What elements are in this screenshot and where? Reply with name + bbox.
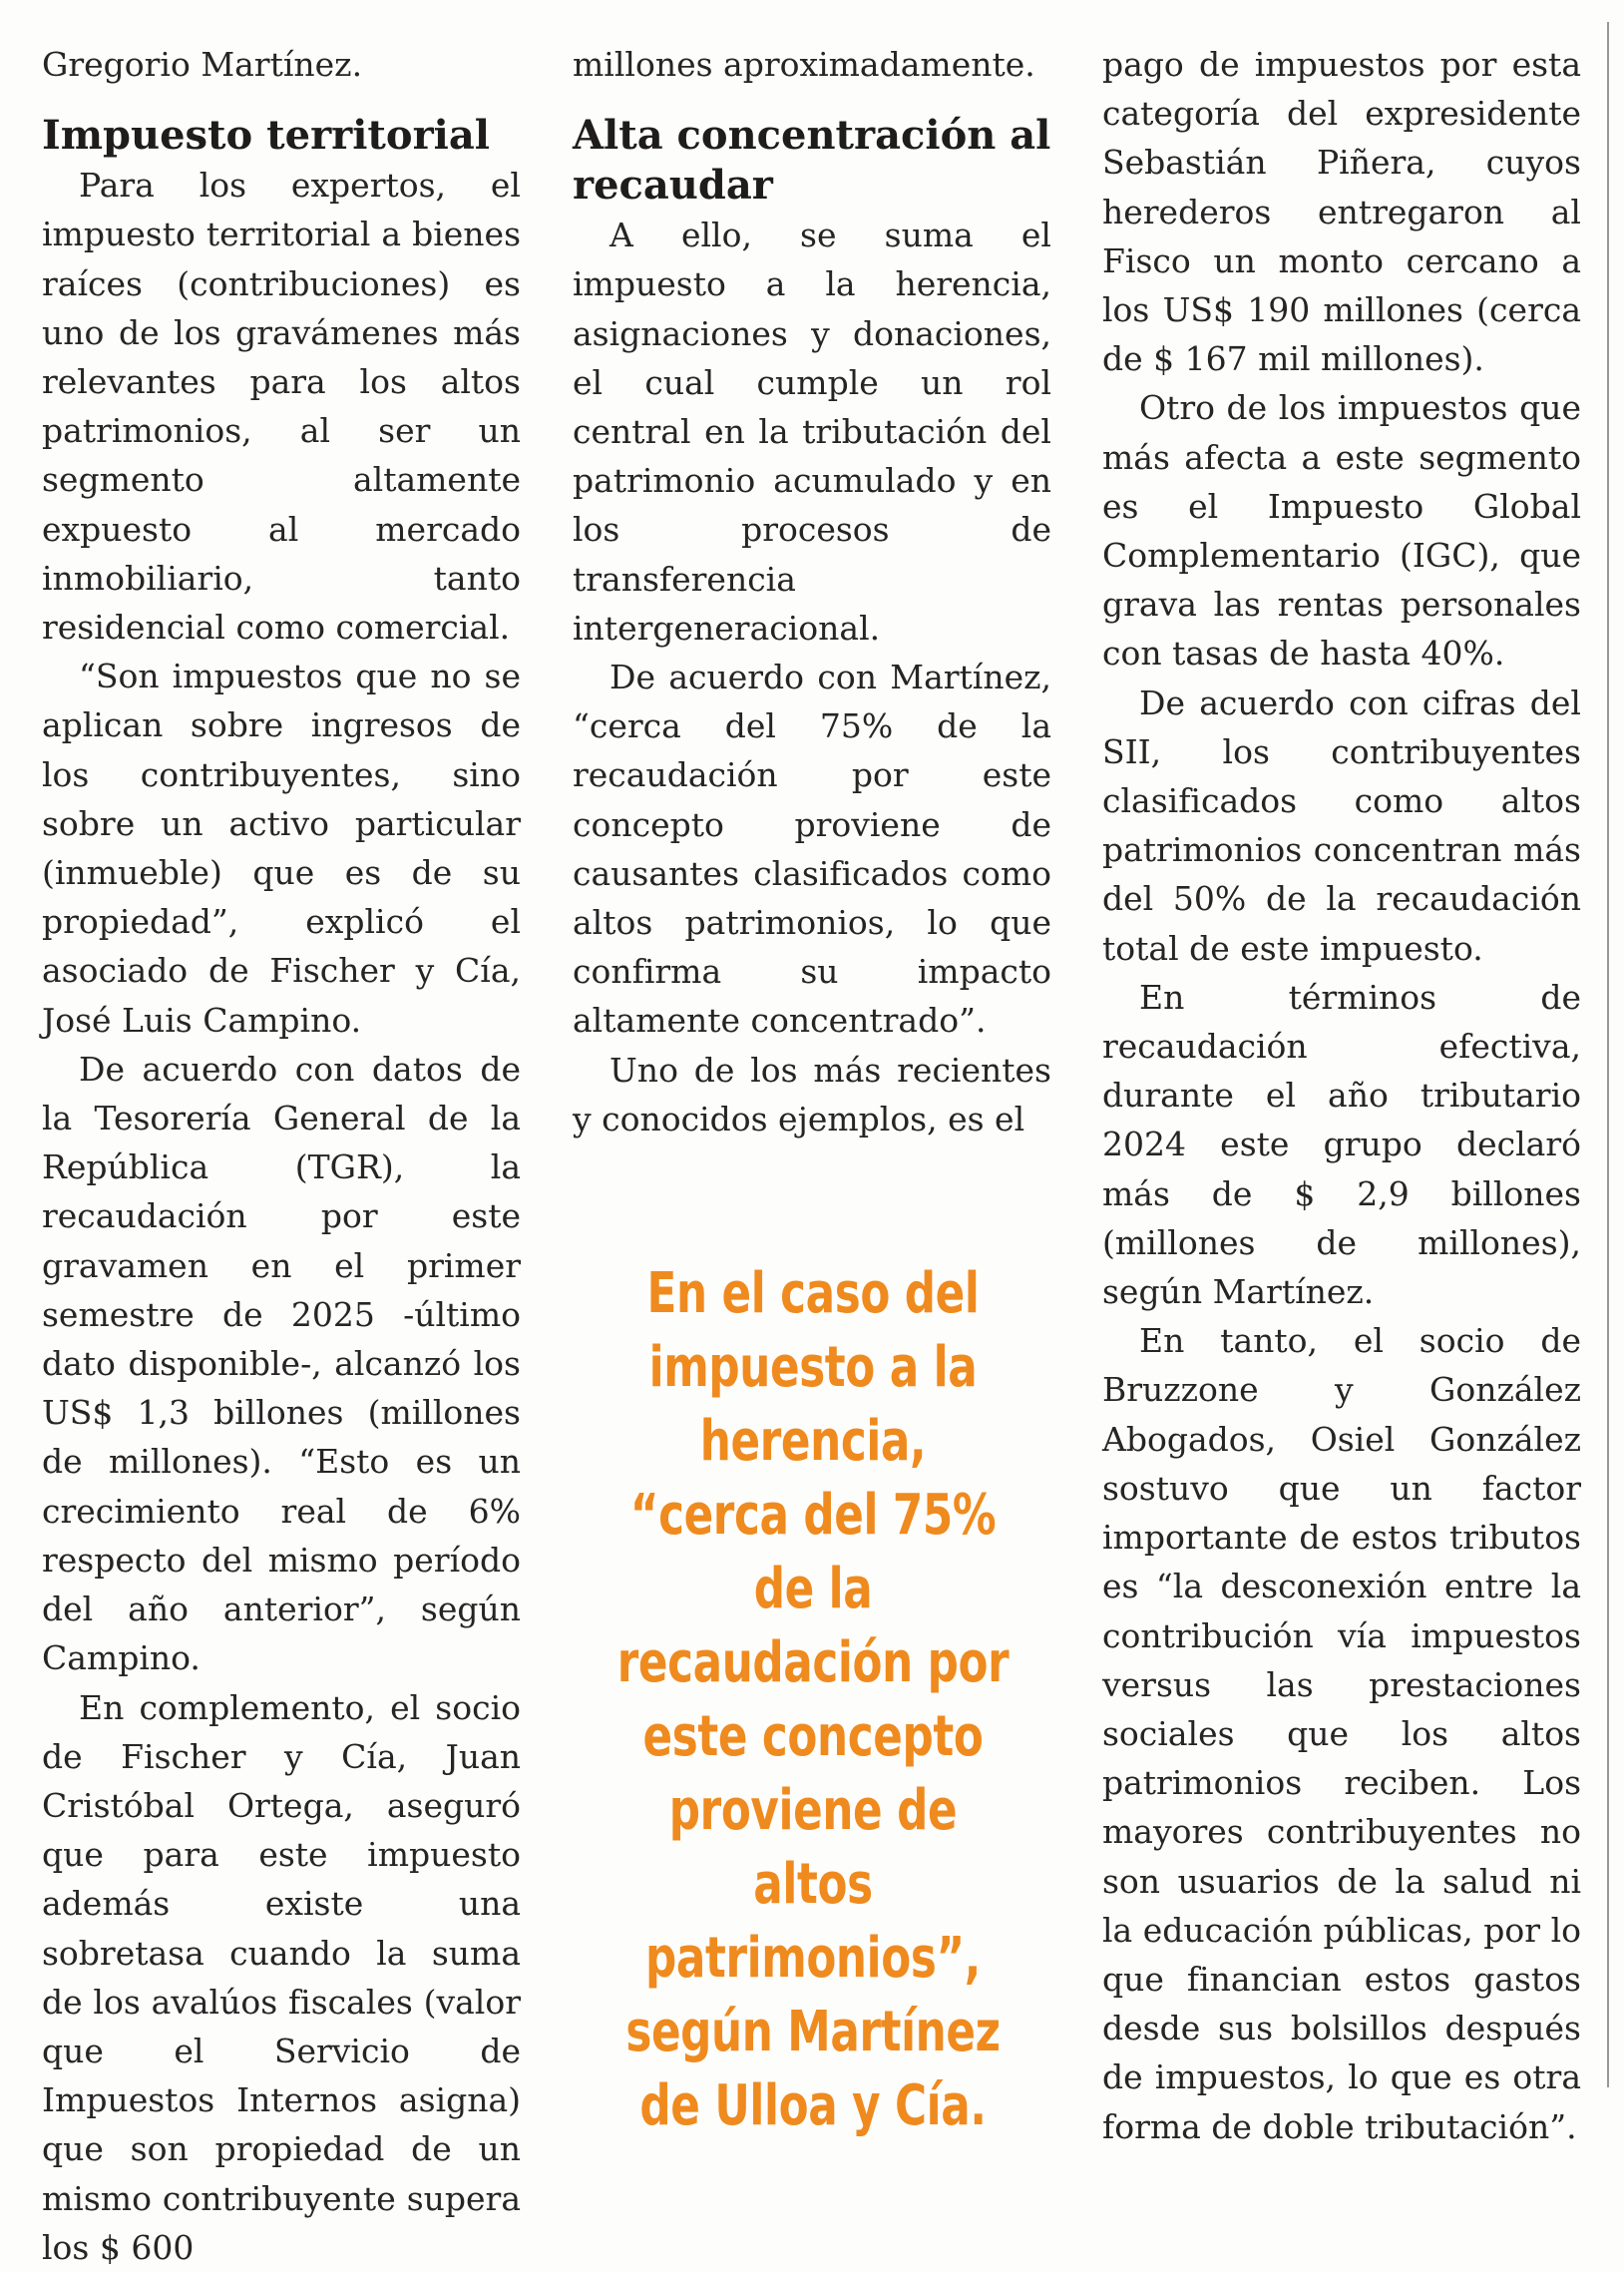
continued-text: Gregorio Martínez. <box>42 45 363 84</box>
paragraph: “Son impuestos que no se aplican sobre ingresos de los contribuyentes, sino sobre un activo particular (inmueble) que es de su propiedad”, explicó el asociado de Fischer y Cía, José Luis Campino. <box>42 657 521 1040</box>
paragraph: En tanto, el socio de Bruzzone y González Abogados, Osiel González sostuvo que un factor importante de estos tributos es “la desconexión entre la contribución vía impuestos versus las prestaciones sociales que los altos patrimonios reciben. Los mayores contribuyentes no son usuarios de la salud ni la educación públicas, por lo que financian estos gastos desde sus bolsillos después de impuestos, lo que es otra forma de doble tributación”. <box>1102 1321 1581 2146</box>
section-heading-alta-concentracion: Alta concentración al recaudar <box>573 112 1051 210</box>
paragraph: Uno de los más recientes y conocidos ejemplos, es el <box>573 1050 1051 1138</box>
column-divider-rule <box>1607 22 1609 2087</box>
article-column-2 <box>573 40 1051 1143</box>
paragraph: En complemento, el socio de Fischer y Cía, Juan Cristóbal Ortega, aseguró que para este impuesto además existe una sobretasa cuando la suma de los avalúos fiscales (valor que el Servicio de Impuestos Internos asigna) que son propiedad de un mismo contribuyente supera los $ 600 <box>42 1687 521 2267</box>
continued-text: millones aproximadamente. <box>573 45 1035 84</box>
paragraph: A ello, se suma el impuesto a la herencia, asignaciones y donaciones, el cual cumple un rol central en la tributación del patrimonio acumulado y en los procesos de transferencia intergeneracional. <box>573 216 1051 648</box>
article-column-3 <box>1102 40 1581 2151</box>
paragraph: De acuerdo con Martínez, “cerca del 75% de la recaudación por este concepto proviene de causantes clasificados como altos patrimonios, lo que confirma su impacto altamente concentrado”. <box>573 658 1051 1041</box>
article-column-1 <box>42 40 521 2272</box>
pull-quote: En el caso del impuesto a la herencia, “cerca del 75% de la recaudación por este concepto proviene de altos patrimonios”, según Martínez de Ulloa y Cía. <box>616 1261 1010 2138</box>
paragraph: De acuerdo con cifras del SII, los contribuyentes clasificados como altos patrimonios concentran más del 50% de la recaudación total de este impuesto. <box>1102 682 1581 968</box>
paragraph: En términos de recaudación efectiva, durante el año tributario 2024 este grupo declaró más de $ 2,9 billones (millones de millones), según Martínez. <box>1102 977 1581 1312</box>
paragraph: De acuerdo con datos de la Tesorería General de la República (TGR), la recaudación por este gravamen en el primer semestre de 2025 -último dato disponible-, alcanzó los US$ 1,3 billones (millones de millones). “Esto es un crecimiento real de 6% respecto del mismo período del año anterior”, según Campino. <box>42 1049 521 1678</box>
continued-paragraph: pago de impuestos por esta categoría del expresidente Sebastián Piñera, cuyos herederos entregaron al Fisco un monto cercano a los US$ 190 millones (cerca de $ 167 mil millones). <box>1102 45 1581 379</box>
section-heading-impuesto-territorial: Impuesto territorial <box>42 112 490 160</box>
paragraph: Para los expertos, el impuesto territorial a bienes raíces (contribuciones) es uno de los gravámenes más relevantes para los altos patrimonios, al ser un segmento altamente expuesto al mercado inmobiliario, tanto residencial como comercial. <box>42 166 521 648</box>
paragraph: Otro de los impuestos que más afecta a este segmento es el Impuesto Global Complementario (IGC), que grava las rentas personales con tasas de hasta 40%. <box>1102 388 1581 674</box>
